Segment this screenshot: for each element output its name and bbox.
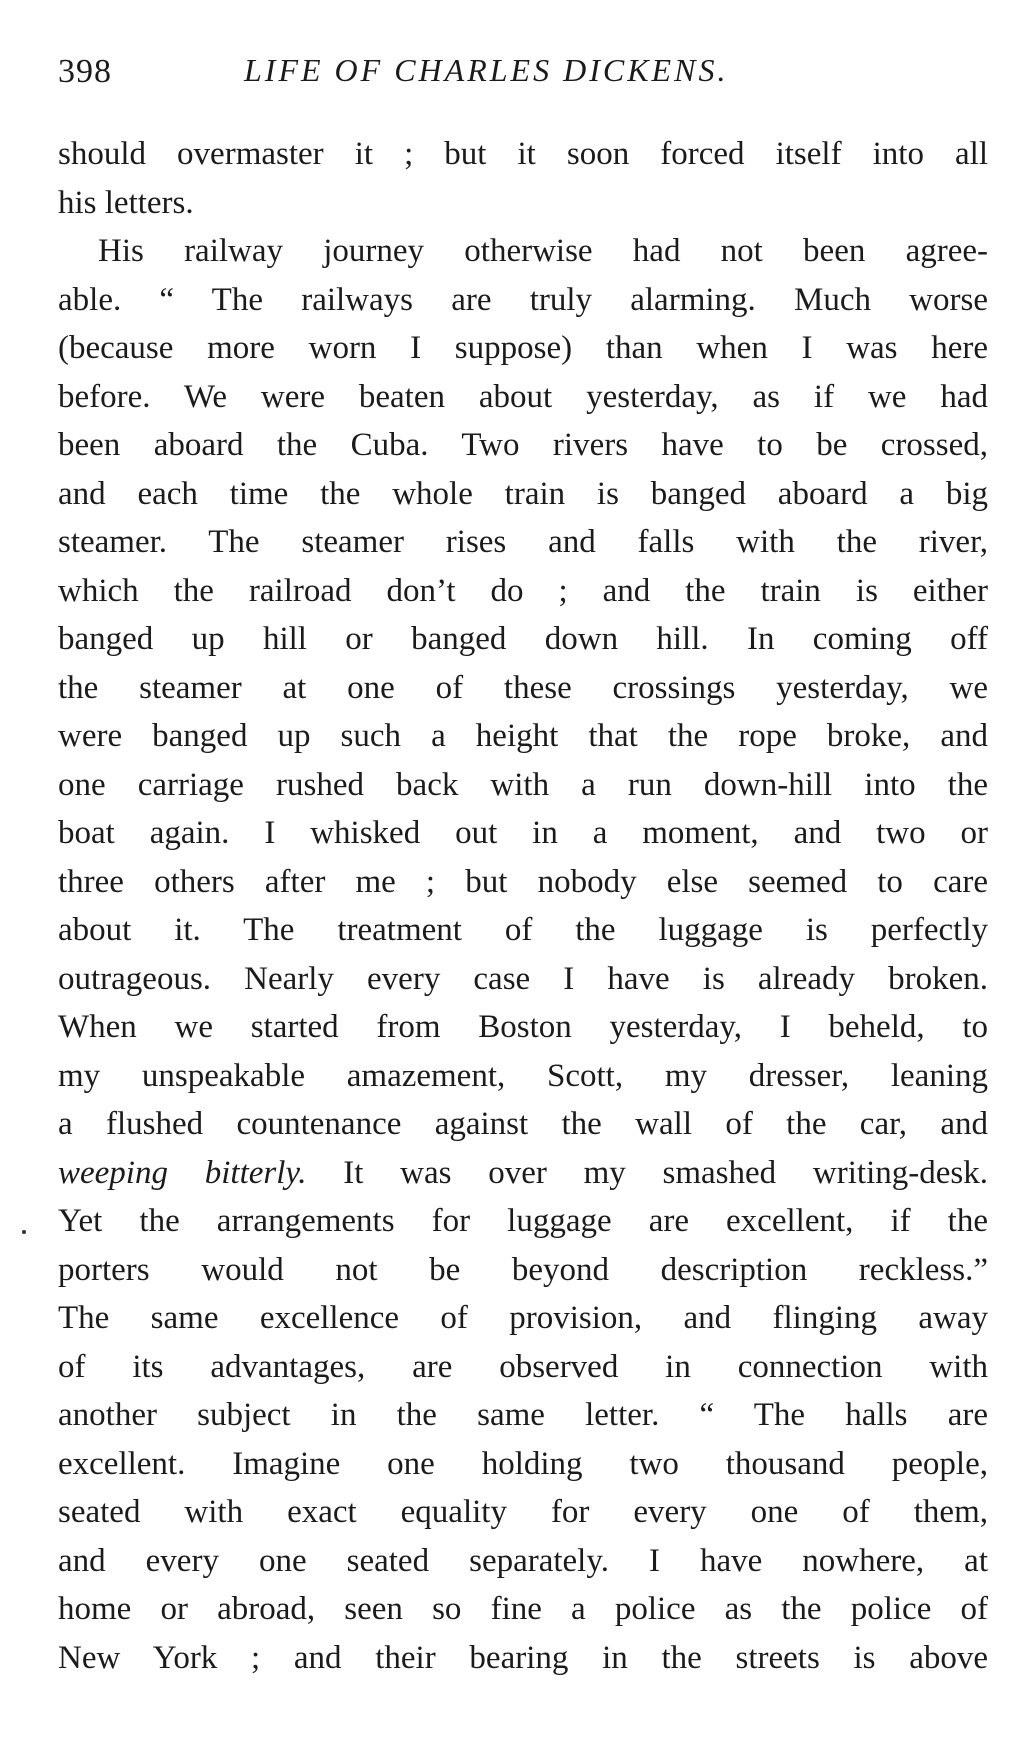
text-line: another subject in the same letter. “ The halls are bbox=[58, 1397, 988, 1433]
text-line: which the railroad don’t do ; and the train is either bbox=[58, 572, 988, 609]
text-line: steamer. The steamer rises and falls with the river, bbox=[58, 524, 988, 560]
page-number: 398 bbox=[58, 53, 112, 90]
text-line: outrageous. Nearly every case I have is already broken. bbox=[58, 960, 988, 997]
text-line: three others after me ; but nobody else seemed to care bbox=[58, 863, 988, 900]
text-line: Yet the arrangements for luggage are excellent, if the bbox=[58, 1203, 988, 1239]
text-line: porters would not be beyond description reckless.” bbox=[58, 1251, 988, 1288]
running-title: LIFE OF CHARLES DICKENS. bbox=[244, 52, 729, 88]
text-line: able. “ The railways are truly alarming. Much worse bbox=[58, 281, 988, 318]
text-line: a flushed countenance against the wall of the car, and bbox=[58, 1106, 988, 1142]
text-line: and each time the whole train is banged aboard a big bbox=[58, 475, 988, 512]
text-line: The same excellence of provision, and flinging away bbox=[58, 1300, 988, 1336]
text-line: his letters. bbox=[58, 184, 194, 221]
running-head bbox=[58, 46, 988, 96]
text-line-with-italic bbox=[58, 1149, 988, 1198]
body-text bbox=[58, 130, 988, 1682]
text-line: of its advantages, are observed in connection with bbox=[58, 1348, 988, 1385]
text-line: His railway journey otherwise had not been agree- bbox=[98, 233, 988, 269]
text-line: my unspeakable amazement, Scott, my dresser, leaning bbox=[58, 1057, 988, 1094]
text-line: before. We were beaten about yesterday, as if we had bbox=[58, 378, 988, 415]
text-line: home or abroad, seen so fine a police as the police of bbox=[58, 1591, 988, 1627]
text-line: boat again. I whisked out in a moment, and two or bbox=[58, 815, 988, 851]
text-line: banged up hill or banged down hill. In coming off bbox=[58, 621, 988, 657]
text-line: the steamer at one of these crossings yesterday, we bbox=[58, 669, 988, 706]
text-line: one carriage rushed back with a run down-hill into the bbox=[58, 766, 988, 803]
line-remainder: It was over my smashed writing-desk. bbox=[306, 1154, 988, 1191]
text-line: New York ; and their bearing in the streets is above bbox=[58, 1639, 988, 1676]
text-line: and every one seated separately. I have nowhere, at bbox=[58, 1542, 988, 1579]
text-line: been aboard the Cuba. Two rivers have to be crossed, bbox=[58, 427, 988, 463]
text-line: (because more worn I suppose) than when I was here bbox=[58, 330, 988, 366]
margin-speck bbox=[22, 1230, 26, 1234]
text-line: should overmaster it ; but it soon forced itself into all bbox=[58, 136, 988, 172]
italic-phrase: weeping bitterly. bbox=[58, 1154, 307, 1191]
text-line: When we started from Boston yesterday, I beheld, to bbox=[58, 1009, 988, 1045]
text-line: excellent. Imagine one holding two thousand people, bbox=[58, 1445, 988, 1482]
text-line: about it. The treatment of the luggage is perfectly bbox=[58, 912, 988, 948]
text-line: seated with exact equality for every one of them, bbox=[58, 1494, 988, 1530]
text-line: were banged up such a height that the rope broke, and bbox=[58, 718, 988, 754]
